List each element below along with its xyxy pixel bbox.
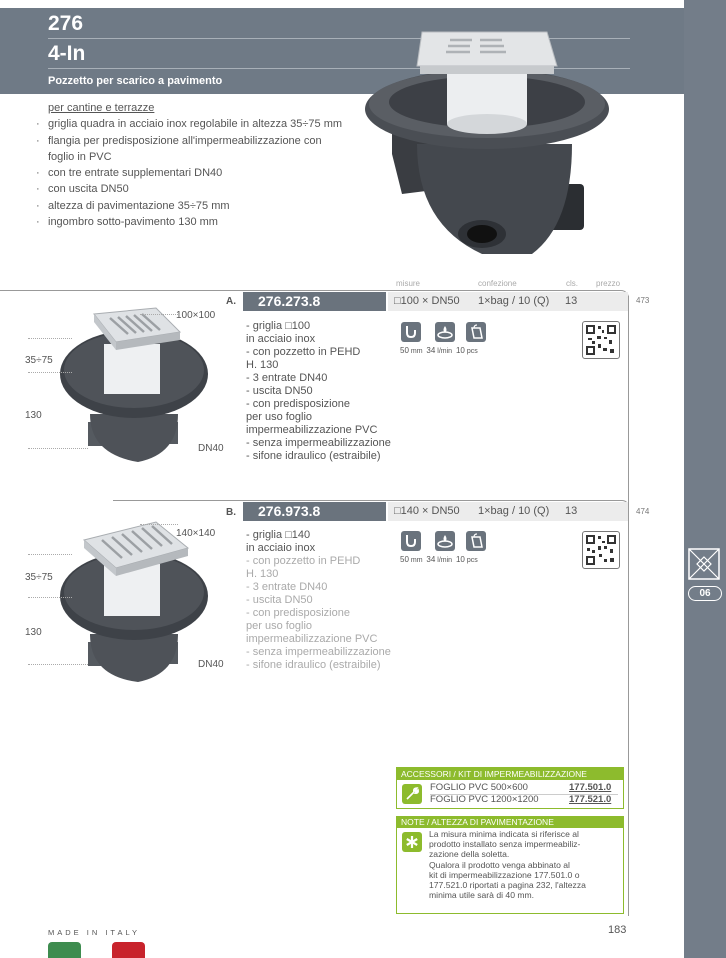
column-header-confezione: confezione [478,279,517,288]
note-text [429,829,619,900]
desc-line: - 3 entrate DN40 [246,372,328,384]
feature-item: · con tre entrate supplementari DN40 [36,167,223,180]
main-product-photo [362,24,610,272]
note-line: minima utile sarà di 40 mm. [429,890,535,901]
flag-red-block [112,942,145,958]
flow-rate-icon [435,322,455,342]
product-family-code: 276 [48,12,84,35]
note-box [396,816,624,914]
feature-item: foglio in PVC [48,150,112,163]
product-a-depth-label: 130 [25,410,42,421]
product-b-letter: B. [226,507,236,518]
siphon-icon [401,531,421,551]
desc-line: H. 130 [246,568,279,580]
page-number: 183 [608,924,627,936]
product-a-qr-code[interactable] [582,321,620,359]
desc-line: - uscita DN50 [246,594,313,606]
desc-line: - 3 entrate DN40 [246,581,328,593]
product-b-dn-label: DN40 [198,659,224,670]
feature-item: · flangia per predisposizione all'impermeabilizzazione con [36,134,322,147]
desc-line: - griglia □100 [246,320,311,332]
accessory-code[interactable]: 177.501.0 [569,782,612,793]
flow-rate-icon [435,531,455,551]
product-a-description [246,320,391,463]
feature-list [36,100,342,230]
dimension-leader [28,448,88,449]
note-line: kit di impermeabilizzazione 177.501.0 o [429,869,580,880]
desc-line: - con predisposizione [246,607,350,619]
product-b-description [246,529,391,672]
product-subtitle: Pozzetto per scarico a pavimento [48,75,223,87]
product-a-code[interactable]: 276.273.8 [243,292,386,311]
drain-chapter-icon[interactable] [688,548,720,580]
desc-line: per uso foglio [246,411,313,423]
dimension-leader [140,524,178,525]
note-line: Qualora il prodotto venga abbinato al [429,859,570,870]
column-header-prezzo: prezzo [596,279,621,288]
package-bag-icon [466,531,486,551]
desc-line: impermeabilizzazione PVC [246,424,378,436]
made-in-italy-label: MADE IN ITALY [48,928,141,937]
product-a-page-ref[interactable]: 473 [636,296,650,305]
product-b-qr-code[interactable] [582,531,620,569]
chapter-tab-number[interactable]: 06 [688,586,722,601]
feature-item: · ingombro sotto-pavimento 130 mm [36,216,218,229]
product-a-grid-label: 100×100 [176,310,216,321]
column-header-misure: misure [396,279,421,288]
dimension-leader [28,372,72,373]
accessory-code[interactable]: 177.521.0 [569,794,612,805]
feature-item: · con uscita DN50 [36,183,129,196]
dimension-leader [28,597,72,598]
desc-line: - sifone idraulico (estraibile) [246,659,381,671]
note-line: zazione della soletta. [429,849,510,860]
product-b-page-ref[interactable]: 474 [636,507,650,516]
feature-item: · griglia quadra in acciaio inox regolabile in altezza 35÷75 mm [36,118,343,131]
product-b-size: □140 × DN50 [394,505,460,517]
product-b-depth-label: 130 [25,627,42,638]
product-family-name: 4-In [48,42,86,65]
product-a-cls: 13 [565,295,578,307]
package-bag-icon [466,322,486,342]
asterisk-icon [402,832,422,852]
accessory-name: FOGLIO PVC 500×600 [430,782,528,793]
dimension-leader [28,554,72,555]
desc-line: H. 130 [246,359,279,371]
dimension-leader [28,664,88,665]
dimension-leader [140,314,178,315]
product-b-code[interactable]: 276.973.8 [243,502,386,521]
product-b-cls: 13 [565,505,578,517]
feature-item: per cantine e terrazze [48,102,155,114]
product-b-grid-label: 140×140 [176,528,216,539]
desc-line: - con pozzetto in PEHD [246,555,361,567]
accessories-title: ACCESSORI / KIT DI IMPERMEABILIZZAZIONE [397,768,623,780]
desc-line: per uso foglio [246,620,313,632]
column-header-cls: cls. [566,279,578,288]
desc-line: impermeabilizzazione PVC [246,633,378,645]
note-line: prodotto installato senza impermeabiliz- [429,839,581,850]
desc-line: in acciaio inox [246,542,316,554]
desc-line: - senza impermeabilizzazione [246,646,391,658]
wrench-icon [402,784,422,804]
product-a-height-label: 35÷75 [25,355,53,366]
table-right-border [628,296,629,916]
desc-line: - senza impermeabilizzazione [246,437,391,449]
note-title: NOTE / ALTEZZA DI PAVIMENTAZIONE [397,817,623,828]
accessory-name: FOGLIO PVC 1200×1200 [430,794,539,805]
note-line: La misura minima indicata si riferisce al [429,829,579,839]
accessories-box [396,767,624,809]
product-a-icon-labels: 50 mm 34 l/min 10 pcs [400,346,478,355]
product-b-pack: 1×bag / 10 (Q) [478,505,550,517]
desc-line: - sifone idraulico (estraibile) [246,450,381,462]
desc-line: - con pozzetto in PEHD [246,346,361,358]
desc-line: in acciaio inox [246,333,316,345]
product-b-spec-row [388,502,628,521]
product-a-dn-label: DN40 [198,443,224,454]
desc-line: - uscita DN50 [246,385,313,397]
product-a-size: □100 × DN50 [394,295,460,307]
desc-line: - con predisposizione [246,398,350,410]
product-b-icon-labels: 50 mm 34 l/min 10 pcs [400,555,478,564]
flag-green-block [48,942,81,958]
feature-item: · altezza di pavimentazione 35÷75 mm [36,199,230,212]
chapter-sidebar [684,0,726,958]
siphon-icon [401,322,421,342]
desc-line: - griglia □140 [246,529,311,541]
product-a-letter: A. [226,296,236,307]
product-a-spec-row [388,292,628,311]
product-a-pack: 1×bag / 10 (Q) [478,295,550,307]
note-line: 177.521.0 riportati a pagina 232, l'altezza [429,880,586,891]
dimension-leader [28,338,72,339]
product-b-height-label: 35÷75 [25,572,53,583]
